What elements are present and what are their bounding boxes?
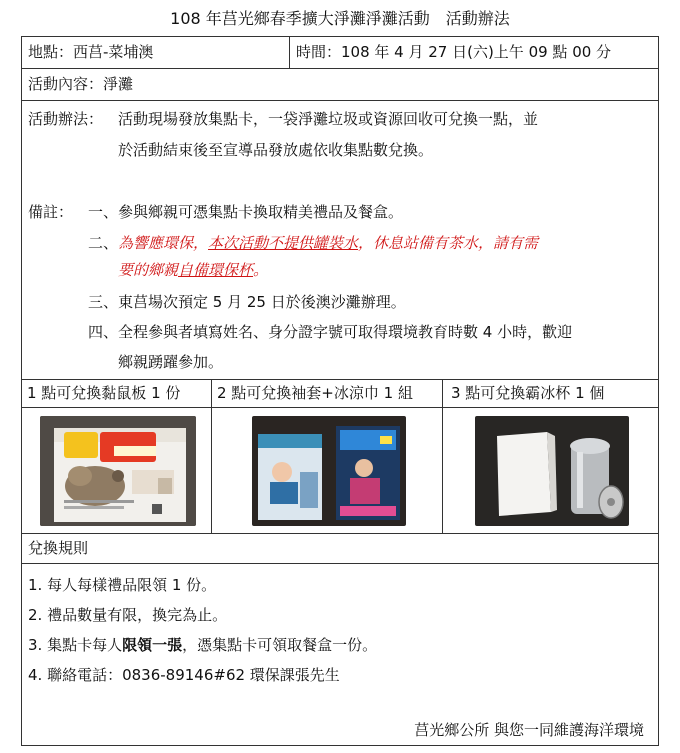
rule-1: 1. 每人每樣禮品限領 1 份。 (28, 576, 217, 594)
prize1-label: 1 點可兌換黏鼠板 1 份 (22, 380, 212, 407)
sleeves-towel-photo (252, 416, 406, 526)
footer-credit: 莒光鄉公所 與您一同維護海洋環境 (414, 721, 644, 739)
note2-part-d: 要的鄉親 (118, 261, 179, 279)
method-label: 活動辦法： (28, 110, 104, 128)
note4-line2: 鄉親踴躍參加。 (118, 353, 224, 371)
rule-2: 2. 禮品數量有限，換完為止。 (28, 606, 228, 624)
rule-3-limit: 限領一張 (122, 636, 183, 654)
note2-line2 (118, 259, 268, 280)
method-line2: 於活動結束後至宣導品發放處依收集點數兌換。 (118, 141, 434, 159)
glue-trap-image (40, 416, 196, 526)
rule-3 (28, 634, 377, 655)
row-prize-photos (22, 408, 658, 534)
sleeves-towel-image (252, 416, 406, 526)
prize2-label: 2 點可兌換袖套+冰涼巾 1 組 (212, 380, 443, 407)
note3-text: 東莒場次預定 5 月 25 日於後澳沙灘辦理。 (118, 293, 406, 311)
row-location-time (22, 37, 658, 69)
row-rules-heading (22, 534, 658, 564)
location-cell: 地點：西莒-菜埔澳 (22, 37, 290, 68)
prize3-label: 3 點可兌換霸冰杯 1 個 (451, 384, 605, 402)
note2-line1 (118, 232, 538, 253)
note2-part-a: 為響應環保， (118, 234, 209, 252)
note4-number: 四、 (88, 323, 119, 341)
rule-4: 4. 聯絡電話：0836-89146#62 環保課張先生 (28, 666, 340, 684)
row-rules-body (22, 564, 658, 745)
rule-3-part-a: 3. 集點卡每人 (28, 636, 123, 654)
note2-bring-cup: 自備環保杯 (178, 261, 254, 279)
note1-number: 一、 (88, 203, 119, 221)
note2-no-bottled-water: 本次活動不提供罐裝水 (208, 234, 359, 252)
glue-trap-photo (40, 416, 196, 526)
note4-line1: 全程參與者填寫姓名、身分證字號可取得環境教育時數 4 小時，歡迎 (118, 323, 573, 341)
rule-3-part-c: ，憑集點卡可領取餐盒一份。 (182, 636, 378, 654)
note2-part-f: 。 (253, 261, 269, 279)
note2-part-c: ，休息站備有茶水，請有需 (358, 234, 539, 252)
cup-image (475, 416, 629, 526)
page-title: 108 年莒光鄉春季擴大淨灘淨灘活動 活動辦法 (170, 9, 510, 28)
cup-photo (475, 416, 629, 526)
notes-label: 備註： (28, 203, 74, 221)
rules-heading: 兌換規則 (28, 539, 89, 557)
note3-number: 三、 (88, 293, 119, 311)
row-method-notes (22, 101, 658, 380)
row-content (22, 69, 658, 101)
method-line1: 活動現場發放集點卡，一袋淨灘垃圾或資源回收可兌換一點，並 (118, 110, 539, 128)
content-cell: 活動內容：淨灘 (28, 75, 134, 93)
note1-text: 參與鄉親可憑集點卡換取精美禮品及餐盒。 (118, 203, 404, 221)
row-prize-labels (22, 380, 658, 408)
note2-number: 二、 (88, 234, 119, 252)
time-cell: 時間：108 年 4 月 27 日(六)上午 09 點 00 分 (296, 43, 612, 61)
flyer-table (21, 36, 659, 746)
